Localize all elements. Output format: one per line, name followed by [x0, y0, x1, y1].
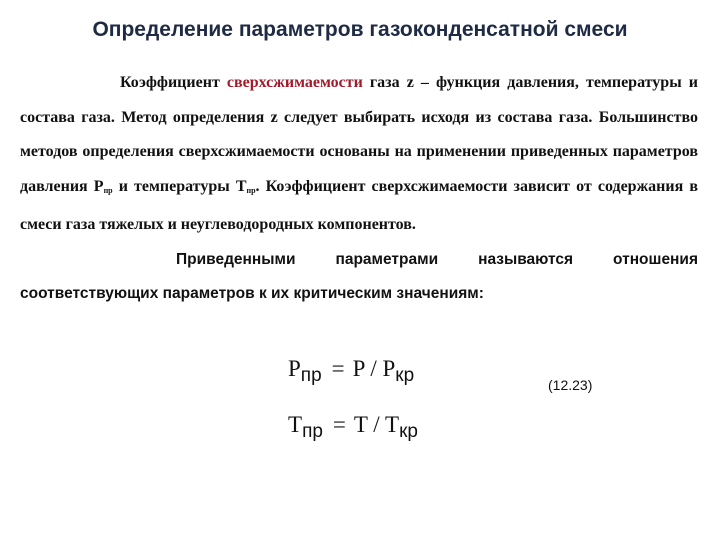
paragraph-1-part-1: газа z – функция давления, температуры и состава газа. Метод определения z следует выбирать исходя из состава газа. Большинство методов определения сверхсжимаемости основаны на применении приведенных параметров давления [20, 74, 698, 195]
paragraph-1-part-2: и температуры [112, 177, 236, 195]
paragraph-1-start: Коэффициент [120, 74, 227, 91]
p-subscript: пр [103, 185, 113, 195]
paragraph-2: Приведенными параметрами называются отношения соответствующих параметров к их критическим значениям: [20, 250, 698, 302]
page-title: Определение параметров газоконденсатной смеси [92, 18, 628, 41]
formula-pressure [288, 356, 415, 386]
t-symbol: T [235, 177, 247, 195]
formula-2-rhs: T / T [353, 412, 400, 437]
formula-2-equals: = [332, 412, 346, 437]
formula-2-rhs-sub: кр [399, 421, 418, 442]
formula-temperature [288, 412, 418, 442]
formula-2-lhs: T [288, 412, 303, 437]
t-subscript: пр [246, 185, 256, 195]
p-symbol: P [93, 177, 104, 195]
paragraph-1 [20, 66, 698, 243]
formula-1-rhs-sub: кр [395, 365, 415, 386]
formula-1-lhs-sub: пр [300, 365, 322, 386]
paragraph-1-part-3: . Коэффициент сверхсжимаемости зависит от содержания в смеси газа тяжелых и неуглеводородных компонентов. [20, 177, 698, 233]
highlight-term: сверхсжимаемости [226, 74, 363, 91]
formula-2-lhs-sub: пр [302, 421, 323, 442]
equation-number: (12.23) [548, 377, 593, 393]
formula-1-equals: = [331, 356, 345, 381]
formula-1-lhs: P [288, 356, 301, 381]
body-text [20, 66, 698, 312]
formula-1-rhs: P / P [352, 356, 396, 381]
